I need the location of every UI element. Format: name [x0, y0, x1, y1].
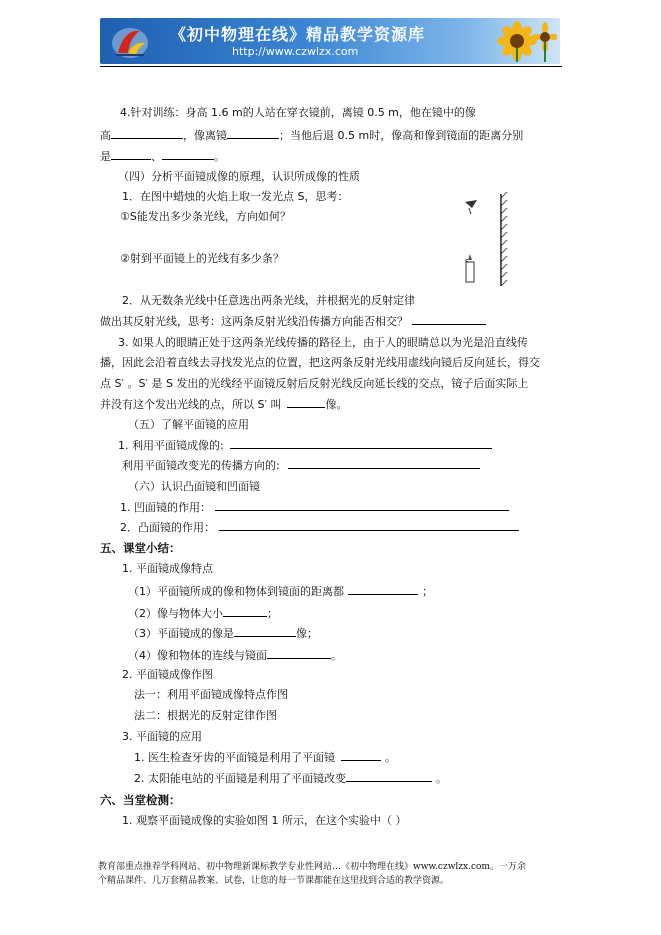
summary-i1-end: ； [422, 585, 433, 598]
footer-line1: 教育部重点推荐学科网站、初中物理新课标教学专业性网站…《初中物理在线》www.czwlzx.com。一万余 [98, 862, 526, 872]
summary-t1: 1. 平面镜成像特点 [122, 562, 213, 575]
summary-m2: 法二：根据光的反射定律作图 [134, 709, 277, 722]
section6-l1-blank [215, 500, 509, 511]
section5-l2 [122, 458, 480, 473]
site-logo-icon [110, 23, 150, 61]
section5-l2-blank [288, 458, 480, 469]
q4-text-a: 高 [100, 129, 111, 142]
summary-i2-end: ； [267, 607, 278, 620]
summary-i3-text: （3）平面镜成的像是 [128, 627, 234, 640]
summary-i3-blank [234, 626, 296, 637]
summary-i4-blank [267, 648, 331, 659]
section6-l2 [120, 520, 519, 535]
summary-a2-end: 。 [436, 772, 447, 785]
summary-i4 [128, 648, 342, 663]
summary-i2 [128, 606, 278, 621]
q4-blank-answer2 [162, 149, 214, 160]
section4-p1: 1．在图中蜡烛的火焰上取一发光点 S，思考： [122, 190, 349, 203]
section4-p3-blank [287, 397, 325, 408]
section4-p2a: 2．从无数条光线中任意选出两条光线，并根据光的反射定律 [122, 294, 415, 307]
section4-p3c: 点 S′ 。S′ 是 S 发出的光线经平面镜反射后反射光线反向延长线的交点，镜子后面实际上 [100, 377, 529, 390]
q4-line3 [100, 149, 225, 164]
section4-p3b: 播，因此会沿着直线去寻找发光点的位置，把这两条反射光线用虚线向镜后反向延长，得交 [100, 356, 540, 369]
q4-line1: 4.针对训练：身高 1.6 m的人站在穿衣镜前，离镜 0.5 m，他在镜中的像 [120, 106, 476, 119]
summary-i3-end: 像； [296, 627, 318, 640]
plane-mirror-icon [501, 192, 507, 286]
banner-url[interactable]: http://www.czwlzx.com [232, 45, 359, 58]
test-title: 六、当堂检测： [100, 793, 181, 807]
summary-a2-text: 2. 太阳能电站的平面镜是利用了平面镜改变 [134, 772, 346, 785]
section5-l1-blank [230, 438, 492, 449]
summary-a2 [134, 771, 447, 786]
section6-l2-text: 2．凸面镜的作用： [120, 521, 215, 534]
summary-t2: 2. 平面镜成像作图 [122, 668, 213, 681]
section4-p3e-text: 像。 [325, 398, 348, 411]
section5-l1 [118, 438, 492, 453]
section4-p3d [100, 397, 347, 412]
q4-text-e: 、 [151, 150, 162, 163]
summary-t3: 3. 平面镜的应用 [122, 730, 202, 743]
section4-p2b-text: 做出其反射光线，思考：这两条反射光线沿传播方向能否相交？ [100, 315, 408, 328]
summary-a1-text: 1. 医生检查牙齿的平面镜是利用了平面镜 [134, 751, 335, 764]
section5-title: （五）了解平面镜的应用 [128, 418, 249, 431]
banner-title: 《初中物理在线》精品教学资源库 [170, 25, 426, 44]
summary-title: 五、课堂小结： [100, 541, 181, 555]
summary-a1 [134, 750, 396, 765]
summary-m1: 法一：利用平面镜成像特点作图 [134, 688, 288, 701]
q4-line2 [100, 128, 523, 143]
summary-i2-text: （2）像与物体大小 [128, 607, 223, 620]
summary-i1-blank [348, 584, 418, 595]
section4-title: （四）分析平面镜成像的原理，认识所成像的性质 [118, 170, 360, 183]
sunflower-icon [495, 20, 557, 62]
q4-blank-distance [227, 128, 279, 139]
summary-i1-text: （1）平面镜所成的像和物体到镜面的距离都 [128, 585, 344, 598]
section4-p2-blank [412, 314, 486, 325]
section5-l2-text: 利用平面镜改变光的传播方向的: [122, 459, 280, 472]
section4-q2: ②射到平面镜上的光线有多少条？ [120, 252, 284, 265]
section5-l1-text: 1. 利用平面镜成像的: [118, 439, 224, 452]
q4-text-d: 是 [100, 150, 111, 163]
q4-blank-height [111, 128, 183, 139]
summary-i1 [128, 584, 433, 599]
summary-a2-blank [346, 771, 432, 782]
q4-blank-answer1 [111, 149, 151, 160]
section6-title: （六）认识凸面镜和凹面镜 [128, 480, 260, 493]
summary-a1-blank [341, 750, 381, 761]
candle-flame-icon [465, 200, 477, 214]
candle-mirror-figure [455, 190, 525, 290]
section6-l1-text: 1. 凹面镜的作用： [120, 501, 211, 514]
q4-text-b: ，像离镜 [183, 129, 227, 142]
section4-p3a: 3. 如果人的眼睛正处于这两条光线传播的路径上，由于人的眼睛总以为光是沿直线传 [118, 336, 528, 349]
summary-i3 [128, 626, 318, 641]
summary-a1-end: 。 [385, 751, 396, 764]
q4-text-f: 。 [214, 150, 225, 163]
q4-text-c: ；当他后退 0.5 m时，像高和像到镜面的距离分别 [279, 129, 524, 142]
header-banner [100, 18, 560, 64]
summary-i4-end: 。 [331, 649, 342, 662]
summary-i4-text: （4）像和物体的连线与镜面 [128, 649, 267, 662]
section6-l1 [120, 500, 509, 515]
section4-p2b [100, 314, 486, 329]
header-divider [100, 66, 562, 67]
footer-line2: 个精品课件、几万套精品教案、试卷，让您的每一节课都能在这里找到合适的教学资源。 [98, 876, 450, 886]
summary-i2-blank [223, 606, 267, 617]
section6-l2-blank [219, 520, 519, 531]
test-q1: 1. 观察平面镜成像的实验如图 1 所示，在这个实验中（ ） [122, 814, 407, 827]
section4-p3d-text: 并没有这个发出光线的点，所以 S′ 叫 [100, 398, 282, 411]
section4-q1: ①S能发出多少条光线，方向如何？ [120, 210, 291, 223]
